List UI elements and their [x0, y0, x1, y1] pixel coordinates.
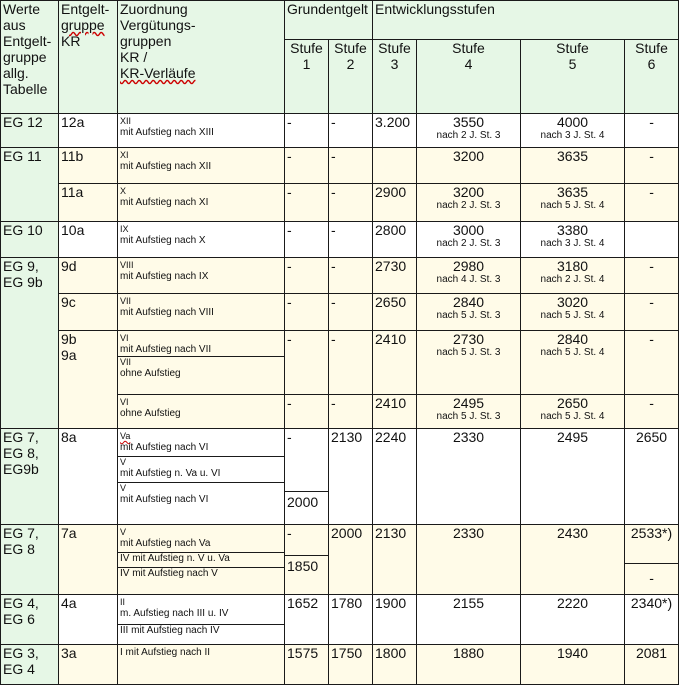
stufe-2-cell: -: [329, 114, 373, 148]
stufe-3-cell: 2240: [373, 429, 417, 525]
kr-cell: 12a: [59, 114, 118, 148]
header-stufe-2: Stufe 2: [329, 40, 373, 114]
zuordnung-cell: VI ohne Aufstieg: [118, 395, 285, 429]
stufe-3-cell: 2410: [373, 331, 417, 395]
eg-cell: EG 10: [1, 222, 59, 258]
stufe-5-cell: 3380 nach 3 J. St. 4: [521, 222, 625, 258]
stufe-3-cell: 2410: [373, 395, 417, 429]
stufe-4-cell: 1880: [417, 645, 521, 685]
table-row: [1, 331, 679, 395]
kr-cell: 11a: [59, 184, 118, 222]
stufe-6-cell: -: [625, 258, 679, 294]
stufe-6-cell: 2081: [625, 645, 679, 685]
stufe-5-cell: 1940: [521, 645, 625, 685]
kr-cell: 4a: [59, 595, 118, 645]
stufe-1-cell: - 2000: [285, 429, 329, 525]
stufe-6-cell: -: [625, 148, 679, 184]
stufe-2-cell: -: [329, 294, 373, 331]
stufe-1-cell: -: [285, 184, 329, 222]
header-stufe-1: Stufe 1: [285, 40, 329, 114]
stufe-2-cell: -: [329, 184, 373, 222]
stufe-2-cell: 1780: [329, 595, 373, 645]
stufe-1-cell: - 1850: [285, 525, 329, 595]
stufe-4-cell: 2155: [417, 595, 521, 645]
stufe-2-cell: -: [329, 148, 373, 184]
kr-cell: 8a: [59, 429, 118, 525]
zuordnung-cell: VIII mit Aufstieg nach IX: [118, 258, 285, 294]
stufe-2-cell: -: [329, 258, 373, 294]
header-entgeltgruppe-kr: Entgelt- gruppe KR: [59, 1, 118, 114]
stufe-4-cell: 2330: [417, 429, 521, 525]
stufe-6-cell: -: [625, 184, 679, 222]
stufe-5-cell: 3635: [521, 148, 625, 184]
kr-cell: 9d: [59, 258, 118, 294]
header-stufe-6: Stufe 6: [625, 40, 679, 114]
stufe-5-cell: 2840 nach 5 J. St. 4: [521, 331, 625, 395]
kr-cell: 9c: [59, 294, 118, 331]
stufe-1-cell: -: [285, 148, 329, 184]
kr-cell: 9b 9a: [59, 331, 118, 429]
stufe-1-cell: -: [285, 222, 329, 258]
stufe-5-cell: 3635 nach 5 J. St. 4: [521, 184, 625, 222]
stufe-2-cell: 1750: [329, 645, 373, 685]
stufe-4-cell: 2980 nach 4 J. St. 3: [417, 258, 521, 294]
stufe-3-cell: 2900: [373, 184, 417, 222]
eg-cell: EG 12: [1, 114, 59, 148]
header-entwicklungsstufen: Entwicklungsstufen: [373, 1, 679, 40]
stufe-5-cell: 2430: [521, 525, 625, 595]
zuordnung-cell: II m. Aufstieg nach III u. IV III mit Aufstieg nach IV: [118, 595, 285, 645]
kr-cell: 7a: [59, 525, 118, 595]
stufe-6-cell: -: [625, 114, 679, 148]
stufe-5-cell: 4000 nach 3 J. St. 4: [521, 114, 625, 148]
stufe-4-cell: 3550 nach 2 J. St. 3: [417, 114, 521, 148]
stufe-5-cell: 2220: [521, 595, 625, 645]
stufe-4-cell: 2730 nach 5 J. St. 3: [417, 331, 521, 395]
stufe-3-cell: 2650: [373, 294, 417, 331]
table-row: [1, 222, 679, 258]
stufe-4-cell: 3200 nach 2 J. St. 3: [417, 184, 521, 222]
stufe-2-cell: 2130: [329, 429, 373, 525]
stufe-2-cell: -: [329, 395, 373, 429]
table-row: [1, 114, 679, 148]
stufe-2-cell: -: [329, 222, 373, 258]
zuordnung-cell: XII mit Aufstieg nach XIII: [118, 114, 285, 148]
header-werte: Werte aus Entgelt- gruppe allg. Tabelle: [1, 1, 59, 114]
stufe-2-cell: 2000: [329, 525, 373, 595]
header-grundentgelt: Grundentgelt: [285, 1, 373, 40]
eg-cell: EG 11: [1, 148, 59, 222]
stufe-3-cell: [373, 148, 417, 184]
zuordnung-cell: Va mit Aufstieg nach VI V mit Aufstieg n. Va u. VI V mit Aufstieg nach VI: [118, 429, 285, 525]
kr-cell: 10a: [59, 222, 118, 258]
table-row: [1, 595, 679, 645]
eg-cell: EG 7, EG 8: [1, 525, 59, 595]
zuordnung-cell: V mit Aufstieg nach Va IV mit Aufstieg n. V u. Va IV mit Aufstieg nach V: [118, 525, 285, 595]
header-zuordnung: Zuordnung Vergütungs- gruppen KR / KR-Verläufe: [118, 1, 285, 114]
stufe-5-cell: 3180 nach 2 J. St. 4: [521, 258, 625, 294]
stufe-5-cell: 3020 nach 5 J. St. 4: [521, 294, 625, 331]
eg-cell: EG 4, EG 6: [1, 595, 59, 645]
stufe-1-cell: -: [285, 294, 329, 331]
stufe-3-cell: 3.200: [373, 114, 417, 148]
stufe-3-cell: 2800: [373, 222, 417, 258]
table-row: [1, 258, 679, 294]
stufe-3-cell: 2730: [373, 258, 417, 294]
eg-cell: EG 7, EG 8, EG9b: [1, 429, 59, 525]
stufe-6-cell: [625, 222, 679, 258]
header-stufe-5: Stufe 5: [521, 40, 625, 114]
table-row: [1, 525, 679, 595]
zuordnung-cell: I mit Aufstieg nach II: [118, 645, 285, 685]
stufe-6-cell: 2650: [625, 429, 679, 525]
stufe-4-cell: 3200: [417, 148, 521, 184]
zuordnung-cell: VII mit Aufstieg nach VIII: [118, 294, 285, 331]
stufe-2-cell: -: [329, 331, 373, 395]
zuordnung-cell: X mit Aufstieg nach XI: [118, 184, 285, 222]
stufe-1-cell: -: [285, 258, 329, 294]
stufe-3-cell: 1900: [373, 595, 417, 645]
stufe-1-cell: 1652: [285, 595, 329, 645]
stufe-5-cell: 2650 nach 5 J. St. 4: [521, 395, 625, 429]
table-row: [1, 294, 679, 331]
stufe-3-cell: 1800: [373, 645, 417, 685]
stufe-6-cell: -: [625, 331, 679, 395]
table-row: [1, 184, 679, 222]
stufe-4-cell: 2495 nach 5 J. St. 3: [417, 395, 521, 429]
table-row: [1, 148, 679, 184]
stufe-6-cell: -: [625, 395, 679, 429]
eg-cell: EG 9, EG 9b: [1, 258, 59, 429]
stufe-6-cell: 2340*): [625, 595, 679, 645]
table-row: [1, 429, 679, 525]
stufe-1-cell: 1575: [285, 645, 329, 685]
table-row: [1, 645, 679, 685]
stufe-4-cell: 3000 nach 2 J. St. 3: [417, 222, 521, 258]
header-stufe-3: Stufe 3: [373, 40, 417, 114]
header-stufe-4: Stufe 4: [417, 40, 521, 114]
stufe-4-cell: 2840 nach 5 J. St. 3: [417, 294, 521, 331]
eg-cell: EG 3, EG 4: [1, 645, 59, 685]
stufe-6-cell: 2533*) -: [625, 525, 679, 595]
kr-cell: 11b: [59, 148, 118, 184]
stufe-3-cell: 2130: [373, 525, 417, 595]
zuordnung-cell: VI mit Aufstieg nach VII VII ohne Aufstieg: [118, 331, 285, 395]
kr-cell: 3a: [59, 645, 118, 685]
stufe-5-cell: 2495: [521, 429, 625, 525]
stufe-1-cell: -: [285, 114, 329, 148]
stufe-1-cell: -: [285, 331, 329, 395]
zuordnung-cell: XI mit Aufstieg nach XII: [118, 148, 285, 184]
stufe-6-cell: -: [625, 294, 679, 331]
zuordnung-cell: IX mit Aufstieg nach X: [118, 222, 285, 258]
stufe-1-cell: -: [285, 395, 329, 429]
stufe-4-cell: 2330: [417, 525, 521, 595]
